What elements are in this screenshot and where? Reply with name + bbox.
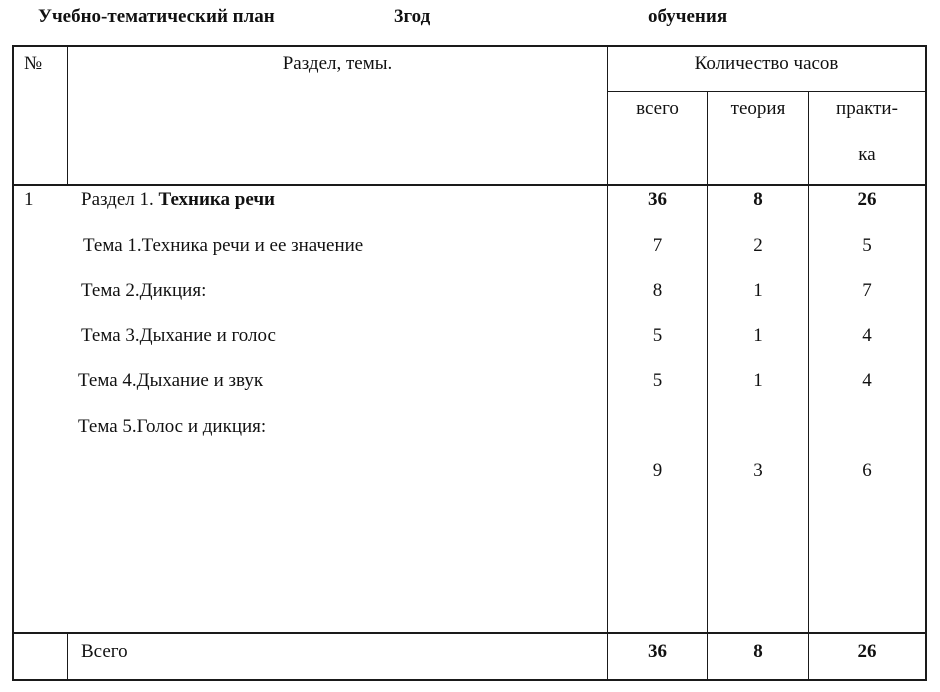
- header-num: №: [24, 53, 43, 74]
- table-border-bottom: [12, 679, 927, 681]
- col-line-num-footer: [67, 632, 68, 681]
- table-border-right: [925, 45, 927, 681]
- header-practice-line2: ка: [858, 144, 876, 165]
- row-topic-name: Тема 4.Дыхание и звук: [78, 370, 264, 391]
- row-total: 5: [652, 370, 663, 391]
- row-practice: 5: [862, 235, 872, 256]
- row-theory: 2: [753, 235, 763, 256]
- row-topic-name: Тема 3.Дыхание и голос: [81, 325, 276, 346]
- title-tail: обучения: [648, 6, 728, 27]
- row-practice: 4: [862, 325, 872, 346]
- row-total: 5: [652, 325, 663, 346]
- header-hours: Количество часов: [694, 53, 839, 74]
- header-section: Раздел, темы.: [282, 53, 393, 74]
- row-total: 36: [648, 189, 667, 210]
- footer-top-line: [12, 632, 927, 634]
- row-section-title: Техника речи: [158, 189, 275, 210]
- row-section-prefix: Раздел 1.: [81, 189, 154, 210]
- col-line-section: [607, 45, 608, 681]
- row-total: 8: [652, 280, 663, 301]
- row-practice: 6: [862, 460, 872, 481]
- row-section-name: [81, 189, 275, 211]
- row-theory: 1: [753, 280, 763, 301]
- title-main: Учебно-тематический план: [38, 6, 275, 27]
- header-theory: теория: [730, 98, 786, 119]
- row-practice: 4: [862, 370, 872, 391]
- row-total: 9: [652, 460, 663, 481]
- row-total: 7: [652, 235, 663, 256]
- row-theory: 1: [753, 370, 763, 391]
- row-theory: 8: [753, 189, 763, 210]
- row-topic-name: Тема 1.Техника речи и ее значение: [83, 235, 364, 256]
- footer-practice: 26: [857, 641, 877, 662]
- header-bottom-line: [12, 184, 927, 186]
- row-num: 1: [24, 189, 34, 210]
- header-practice-line1: практи-: [836, 98, 898, 119]
- row-topic-name: Тема 2.Дикция:: [81, 280, 207, 301]
- footer-theory: 8: [753, 641, 763, 662]
- header-total: всего: [636, 98, 679, 119]
- table-border-left: [12, 45, 14, 681]
- row-theory: 1: [753, 325, 763, 346]
- row-topic-name: Тема 5.Голос и дикция:: [78, 416, 267, 437]
- footer-label: Всего: [81, 641, 128, 662]
- row-practice: 26: [857, 189, 877, 210]
- title-year: 3год: [394, 6, 431, 27]
- hours-subheader-line: [607, 91, 927, 92]
- row-practice: 7: [862, 280, 872, 301]
- row-theory: 3: [753, 460, 763, 481]
- footer-total: 36: [648, 641, 667, 662]
- table-border-top: [12, 45, 927, 47]
